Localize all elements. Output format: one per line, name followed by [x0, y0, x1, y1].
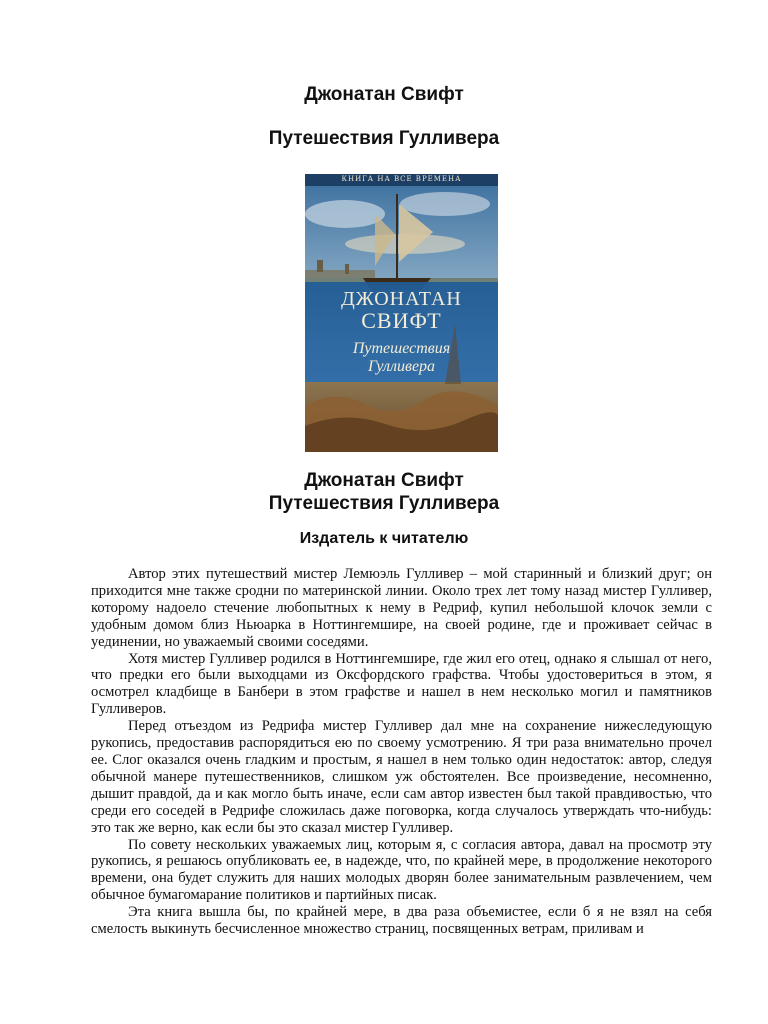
- paragraph: Эта книга вышла бы, по крайней мере, в два раза объемистее, если б я не взял на себя смелость выкинуть бесчисленное множество страниц, посвященных ветрам, приливам и: [91, 904, 712, 938]
- section-title: Путешествия Гулливера: [268, 493, 500, 514]
- paragraph: Перед отъездом из Редрифа мистер Гулливер дал мне на сохранение нижеследующую рукопись, предоставив распорядиться ею по своему усмотрению. Я три раза внимательно прочел ее. Слог оказался очень гладким и простым, я нашел в нем только один недостаток: автор, следуя обычной манере путешественников, слишком уж обстоятелен. Все произведение, несомненно, дышит правдой, да и как могло быть иначе, если сам автор известен был такой правдивостью, что среди его соседей в Редрифе сложилась даже поговорка, когда случалось утверждать что-нибудь: это так же верно, как если бы это сказал мистер Гулливер.: [91, 718, 712, 836]
- cover-series: КНИГА НА ВСЕ ВРЕМЕНА: [341, 175, 462, 183]
- book-cover-image: [305, 174, 498, 452]
- paragraph: Автор этих путешествий мистер Лемюэль Гулливер – мой старинный и близкий друг; он приходится мне также сродни по материнской линии. Около трех лет тому назад мистер Гулливер, которому надоело стечение любопытных к нему в Редриф, купил небольшой клочок земли с удобным домом близ Ньюарка в Ноттингемшире, на своей родине, где и проживает сейчас в уединении, но уважаемый своими соседями.: [91, 566, 712, 650]
- body-text: [91, 566, 712, 938]
- cover-author-line2: СВИФТ: [361, 308, 442, 333]
- header-title: Путешествия Гулливера: [268, 128, 500, 149]
- paragraph: Хотя мистер Гулливер родился в Ноттингемшире, где жил его отец, однако я слышал от него, что предки его были выходцами из Оксфордского графства. Чтобы удостовериться в этом, я осмотрел кладбище в Банбери в этом графстве и нашел в нем несколько могил и памятников Гулливеров.: [91, 650, 712, 718]
- header-author: Джонатан Свифт: [304, 84, 464, 105]
- cover-title-line1: Путешествия: [352, 340, 451, 357]
- cover-title-line2: Гулливера: [367, 358, 436, 375]
- cover-author-line1: ДЖОНАТАН: [341, 288, 462, 310]
- paragraph: По совету нескольких уважаемых лиц, которым я, с согласия автора, давал на просмотр эту рукопись, я решаюсь опубликовать ее, в надежде, что, по крайней мере, в продолжение некоторого времени, она будет служить для наших молодых дворян более занимательным развлечением, чем обычное бумагомарание политиков и партийных писак.: [91, 836, 712, 904]
- section-subtitle: Издатель к читателю: [299, 530, 469, 547]
- section-author: Джонатан Свифт: [304, 470, 464, 491]
